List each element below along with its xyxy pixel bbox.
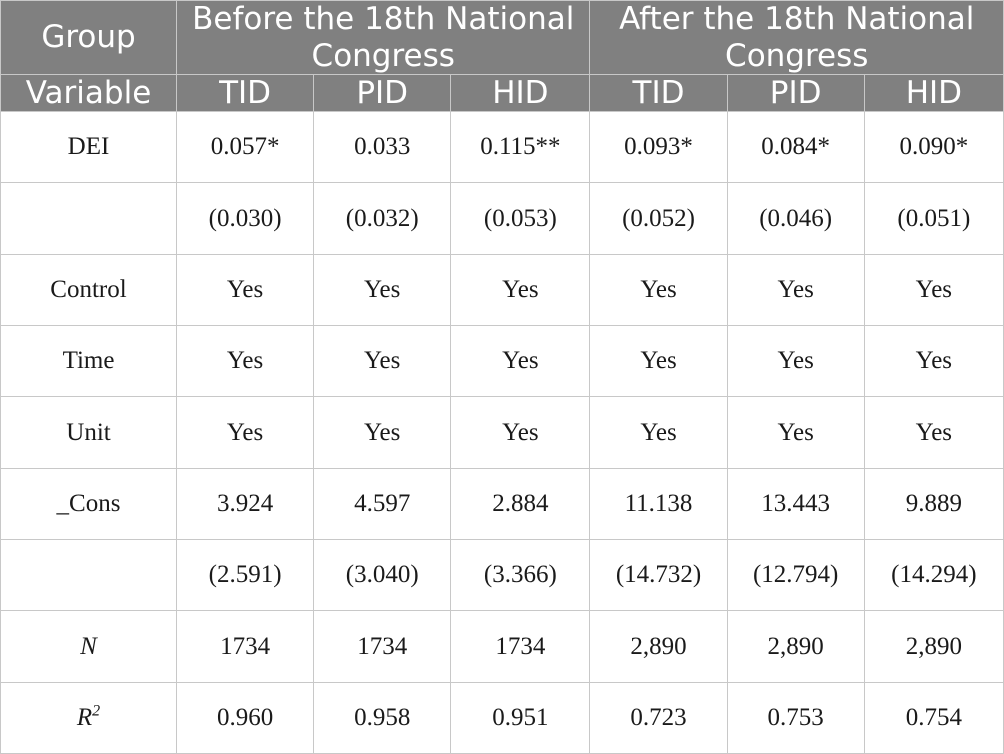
- cell-value: (14.294): [864, 540, 1003, 611]
- cell-value: 0.753: [727, 682, 864, 753]
- header-col-before-tid: TID: [177, 75, 314, 112]
- header-col-after-pid: PID: [727, 75, 864, 112]
- cell-value: (0.052): [590, 183, 727, 254]
- row-label: Time: [1, 326, 177, 397]
- cell-value: (2.591): [177, 540, 314, 611]
- cell-value: Yes: [864, 397, 1003, 468]
- header-col-after-hid: HID: [864, 75, 1003, 112]
- cell-value: Yes: [727, 397, 864, 468]
- table-row: [1, 254, 1004, 325]
- cell-value: 4.597: [314, 468, 451, 539]
- row-label: [1, 183, 177, 254]
- cell-value: Yes: [451, 254, 590, 325]
- cell-value: (0.046): [727, 183, 864, 254]
- row-label: Unit: [1, 397, 177, 468]
- header-group-label: Group: [1, 1, 177, 75]
- row-label: N: [1, 611, 177, 682]
- row-label: Control: [1, 254, 177, 325]
- cell-value: 0.115**: [451, 112, 590, 183]
- cell-value: (3.040): [314, 540, 451, 611]
- cell-value: 0.057*: [177, 112, 314, 183]
- cell-value: (0.051): [864, 183, 1003, 254]
- cell-value: 9.889: [864, 468, 1003, 539]
- table-row: [1, 682, 1004, 753]
- header-row-variables: [1, 75, 1004, 112]
- cell-value: 0.033: [314, 112, 451, 183]
- cell-value: Yes: [177, 254, 314, 325]
- cell-value: (12.794): [727, 540, 864, 611]
- cell-value: 11.138: [590, 468, 727, 539]
- cell-value: 0.093*: [590, 112, 727, 183]
- row-label: [1, 540, 177, 611]
- cell-value: Yes: [864, 254, 1003, 325]
- cell-value: 1734: [177, 611, 314, 682]
- cell-value: 2,890: [590, 611, 727, 682]
- cell-value: (0.032): [314, 183, 451, 254]
- table-row: [1, 468, 1004, 539]
- row-label: DEI: [1, 112, 177, 183]
- header-variable-label: Variable: [1, 75, 177, 112]
- header-col-before-pid: PID: [314, 75, 451, 112]
- header-band-before: Before the 18th National Congress: [177, 1, 590, 75]
- table-row: [1, 397, 1004, 468]
- cell-value: Yes: [590, 397, 727, 468]
- cell-value: 0.960: [177, 682, 314, 753]
- cell-value: 1734: [451, 611, 590, 682]
- header-col-before-hid: HID: [451, 75, 590, 112]
- cell-value: 1734: [314, 611, 451, 682]
- cell-value: 0.084*: [727, 112, 864, 183]
- header-col-after-tid: TID: [590, 75, 727, 112]
- table-row: [1, 326, 1004, 397]
- cell-value: Yes: [314, 397, 451, 468]
- row-label-text: R: [76, 703, 93, 731]
- row-label: _Cons: [1, 468, 177, 539]
- row-label: [1, 682, 177, 753]
- cell-value: 2,890: [864, 611, 1003, 682]
- table-body: [1, 112, 1004, 754]
- header-band-after: After the 18th National Congress: [590, 1, 1004, 75]
- table-row: [1, 183, 1004, 254]
- cell-value: (14.732): [590, 540, 727, 611]
- header-row-groups: [1, 1, 1004, 75]
- cell-value: 0.723: [590, 682, 727, 753]
- table-row: [1, 611, 1004, 682]
- cell-value: 3.924: [177, 468, 314, 539]
- cell-value: Yes: [177, 397, 314, 468]
- cell-value: Yes: [177, 326, 314, 397]
- cell-value: 0.754: [864, 682, 1003, 753]
- cell-value: 0.951: [451, 682, 590, 753]
- table-row: [1, 540, 1004, 611]
- cell-value: 13.443: [727, 468, 864, 539]
- cell-value: (0.053): [451, 183, 590, 254]
- cell-value: 0.958: [314, 682, 451, 753]
- cell-value: Yes: [864, 326, 1003, 397]
- cell-value: (3.366): [451, 540, 590, 611]
- cell-value: Yes: [451, 326, 590, 397]
- cell-value: 0.090*: [864, 112, 1003, 183]
- cell-value: Yes: [451, 397, 590, 468]
- cell-value: Yes: [314, 254, 451, 325]
- cell-value: Yes: [590, 254, 727, 325]
- cell-value: (0.030): [177, 183, 314, 254]
- cell-value: Yes: [727, 326, 864, 397]
- table-row: [1, 112, 1004, 183]
- table-header: [1, 1, 1004, 112]
- cell-value: Yes: [727, 254, 864, 325]
- cell-value: 2,890: [727, 611, 864, 682]
- cell-value: 2.884: [451, 468, 590, 539]
- cell-value: Yes: [314, 326, 451, 397]
- row-label-superscript: 2: [92, 702, 101, 720]
- cell-value: Yes: [590, 326, 727, 397]
